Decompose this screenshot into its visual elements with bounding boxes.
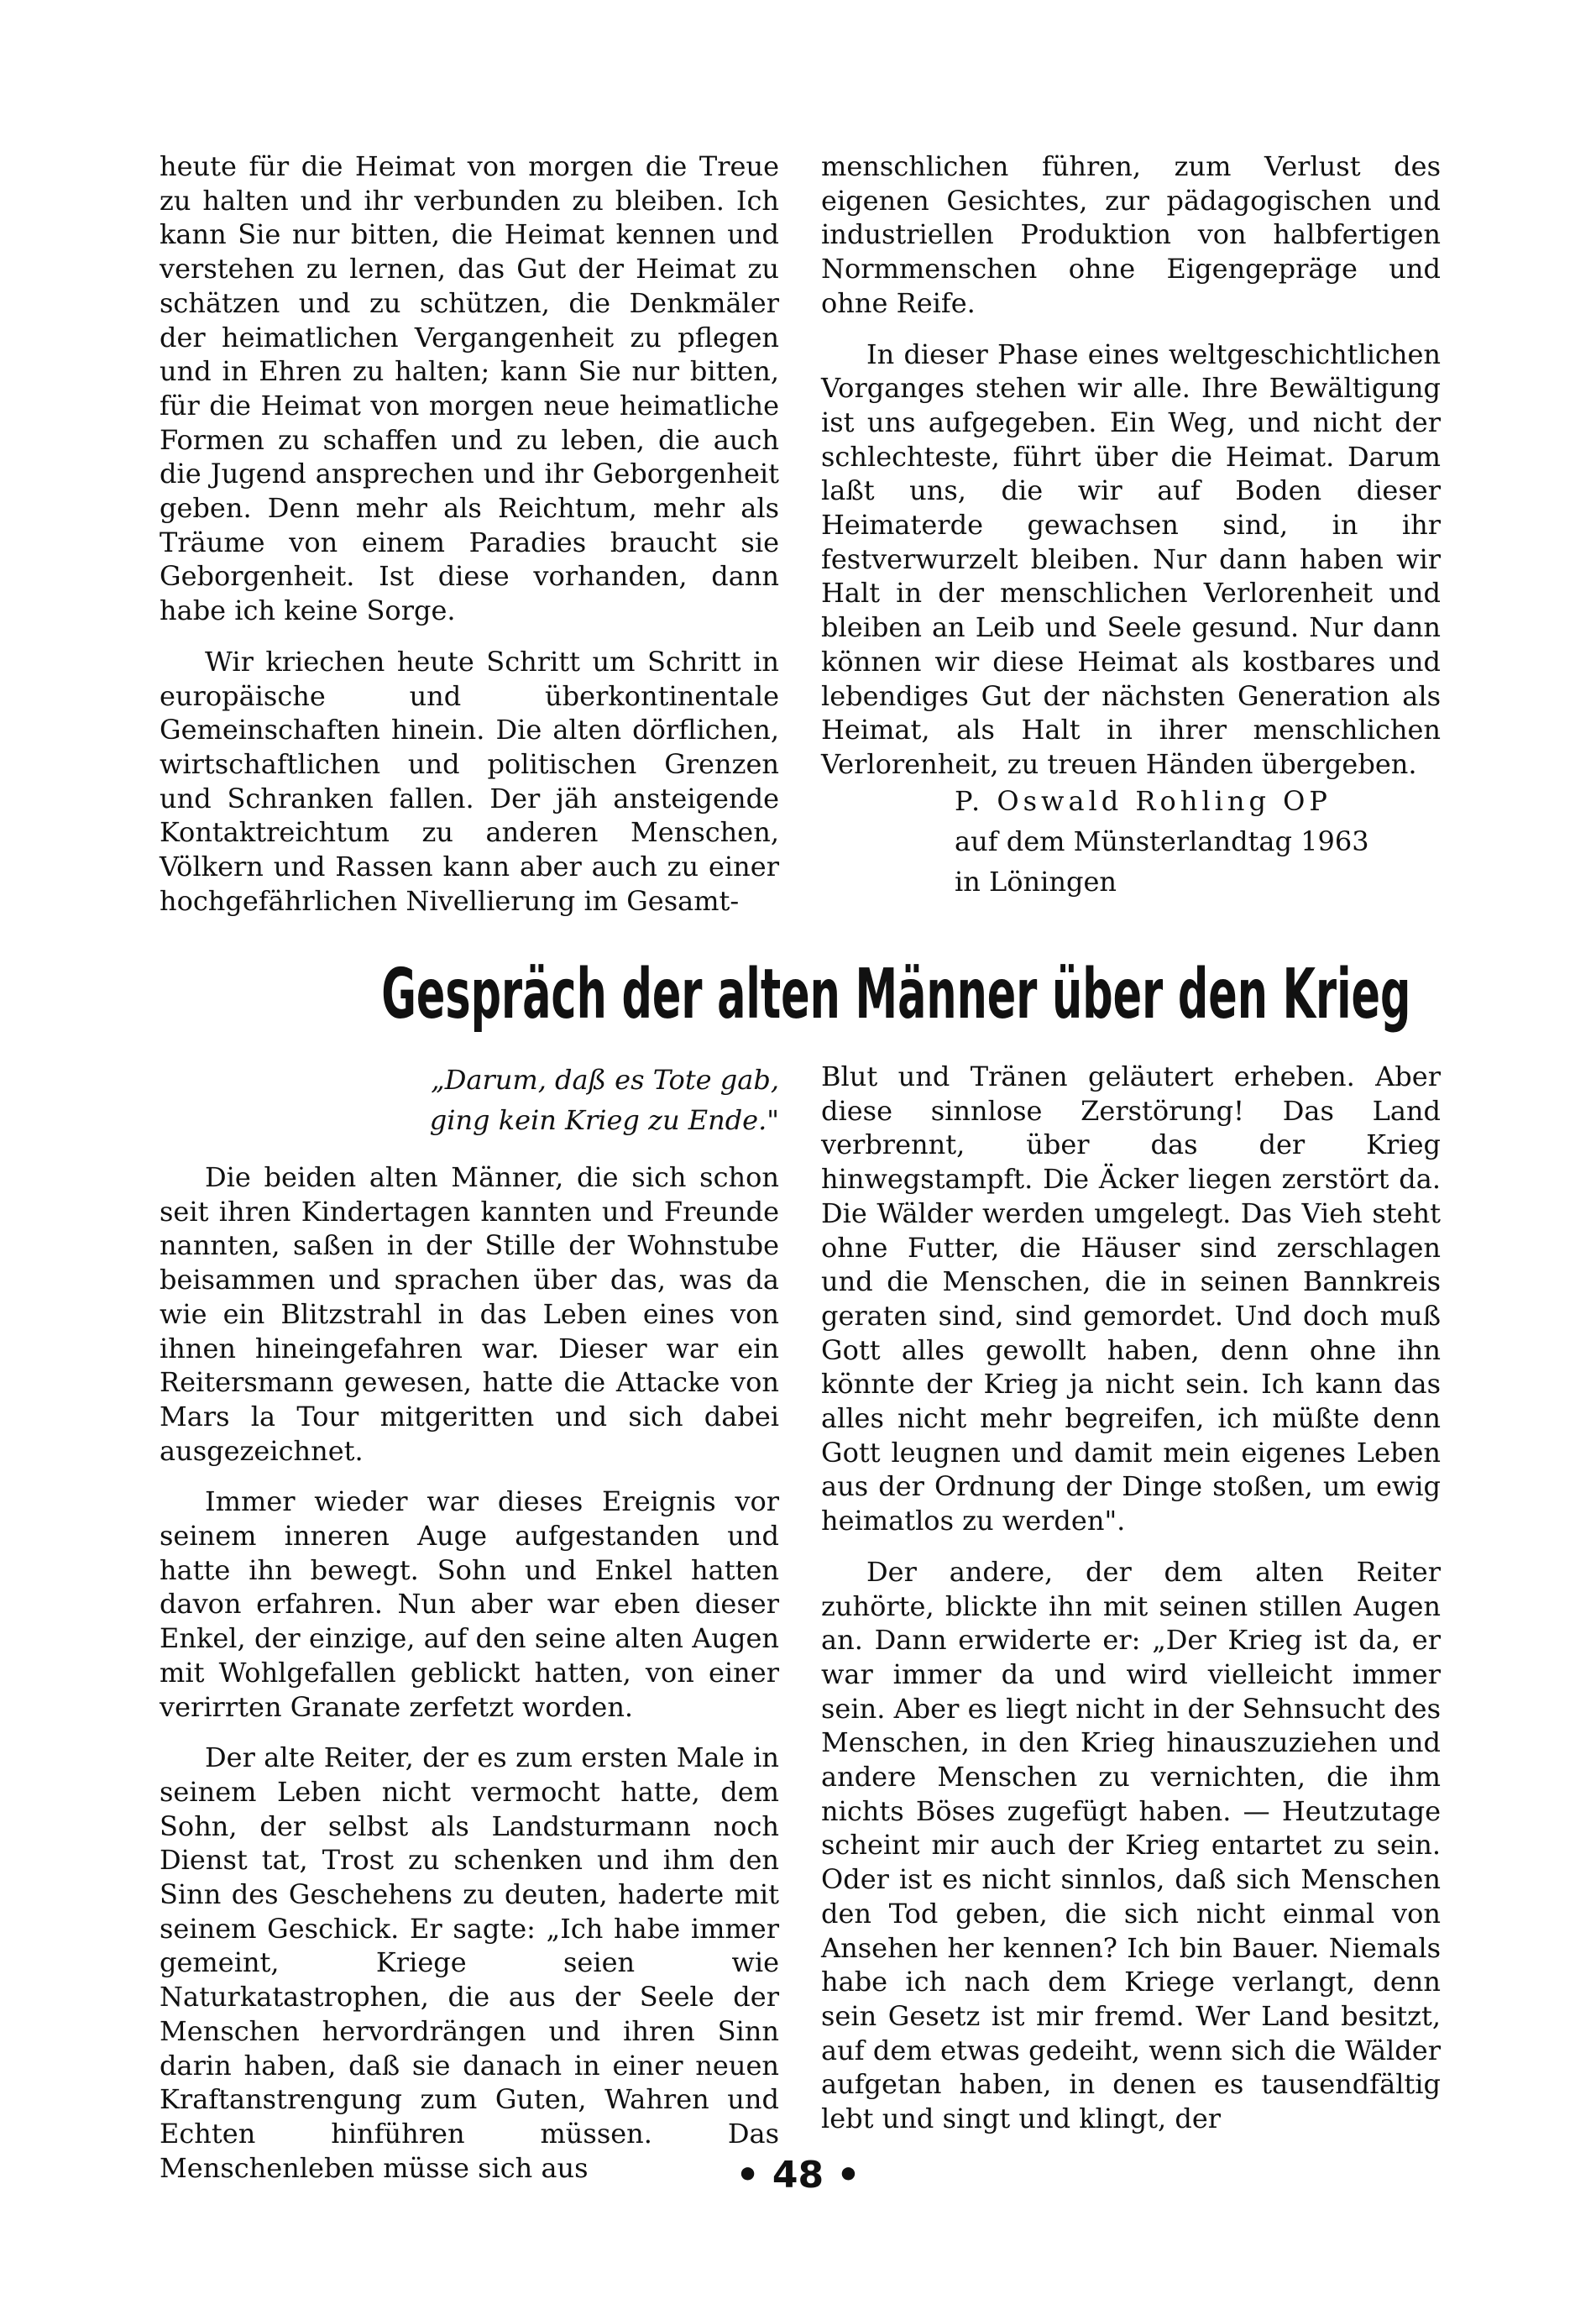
- signature-line: in Löningen: [955, 866, 1117, 898]
- paragraph: heute für die Heimat von morgen die Treue zu halten und ihr verbunden zu bleiben. Ich kann Sie nur bitten, die Heimat kennen und verstehen zu lernen, das Gut der Heimat zu schätzen und zu schützen, die Denkmäler der heimatlichen Vergangenheit zu pflegen und in Ehren zu halten; kann Sie nur bitten, für die Heimat von morgen neue heimatliche Formen zu schaffen und zu leben, die auch die Jugend ansprechen und ihr Geborgenheit geben. Denn mehr als Reichtum, mehr als Träume von einem Paradies braucht sie Geborgenheit. Ist diese vorhanden, dann habe ich keine Sorge.: [160, 150, 779, 627]
- paragraph: Immer wieder war dieses Ereignis vor seinem inneren Auge aufgestanden und hatte ihn bewegt. Sohn und Enkel hatten davon erfahren. Nun aber war eben dieser Enkel, der einzige, auf den seine alten Augen mit Wohlgefallen geblickt hatten, von einer verirrten Granate zerfetzt worden.: [160, 1485, 779, 1723]
- paragraph: Der andere, der dem alten Reiter zuhörte, blickte ihn mit seinen stillen Augen an. Dann erwiderte er: „Der Krieg ist da, er war immer da und wird vielleicht immer sein. Aber es liegt nicht in der Sehnsucht des Menschen, in den Krieg hinauszuziehen und andere Menschen zu vernichten, die ihm nichts Böses zugefügt haben. — Heutzutage scheint mir auch der Krieg entartet zu sein. Oder ist es nicht sinnlos, daß sich Menschen den Tod geben, die sich nicht einmal von Ansehen her kennen? Ich bin Bauer. Niemals habe ich nach dem Kriege verlangt, denn sein Gesetz ist mir fremd. Wer Land besitzt, auf dem etwas gedeiht, wenn sich die Wälder aufgetan haben, in denen es tausendfältig lebt und singt und klingt, der: [821, 1555, 1441, 2135]
- paragraph: In dieser Phase eines weltgeschichtlichen Vorganges stehen wir alle. Ihre Bewältigung ist uns aufgegeben. Ein Weg, und nicht der schlechteste, führt über die Heimat. Darum laßt uns, die wir auf Boden dieser Heimaterde gewachsen sind, in ihr festverwurzelt bleiben. Nur dann haben wir Halt in der menschlichen Verlorenheit und bleiben an Leib und Seele gesund. Nur dann können wir diese Heimat als kostbares und lebendiges Gut der nächsten Generation als Heimat, als Halt in ihrer menschlichen Verlorenheit, zu treuen Händen übergeben.: [821, 338, 1441, 780]
- signature-line: auf dem Münsterlandtag 1963: [955, 825, 1369, 857]
- column-top-right: [821, 149, 1441, 782]
- page-number: • 48 •: [735, 2154, 861, 2197]
- column-bottom-left: [160, 1160, 779, 2185]
- paragraph: Die beiden alten Männer, die sich schon seit ihren Kindertagen kannten und Freunde nannten, saßen in der Stille der Wohnstube beisammen und sprachen über das, was da wie ein Blitzstrahl in das Leben eines von ihnen hineingefahren war. Dieser war ein Reitersmann gewesen, hatte die Attacke von Mars la Tour mitgeritten und sich dabei ausgezeichnet.: [160, 1161, 779, 1467]
- column-top-left: [160, 149, 779, 918]
- article-motto: [160, 1060, 779, 1140]
- signature-block: [955, 781, 1369, 902]
- author-name: P. Oswald Rohling OP: [955, 785, 1332, 817]
- paragraph: Blut und Tränen geläutert erheben. Aber diese sinnlose Zerstörung! Das Land verbrennt, über das der Krieg hinwegstampft. Die Äcker liegen zerstört da. Die Wälder werden umgelegt. Das Vieh steht ohne Futter, die Häuser sind zerschlagen und die Menschen, die in seinen Bannkreis geraten sind, sind gemordet. Und doch muß Gott alles gewollt haben, denn ohne ihn könnte der Krieg ja nicht sein. Ich kann das alles nicht mehr begreifen, ich müßte denn Gott leugnen und damit mein eigenes Leben aus der Ordnung der Dinge stoßen, um ewig heimatlos zu werden".: [821, 1060, 1441, 1537]
- column-bottom-right: [821, 1060, 1441, 2136]
- motto-line: ging kein Krieg zu Ende.": [429, 1104, 779, 1136]
- paragraph: Der alte Reiter, der es zum ersten Male in seinem Leben nicht vermocht hatte, dem Sohn, der selbst als Landsturmann noch Dienst tat, Trost zu schenken und ihm den Sinn des Geschehens zu deuten, haderte mit seinem Geschick. Er sagte: „Ich habe immer gemeint, Kriege seien wie Naturkatastrophen, die aus der Seele der Menschen hervordrängen und ihren Sinn darin haben, daß sie danach in einer neuen Kraftanstrengung zum Guten, Wahren und Echten hinführen müssen. Das Menschenleben müsse sich aus: [160, 1741, 779, 2184]
- paragraph: Wir kriechen heute Schritt um Schritt in europäische und überkontinentale Gemeinschaften hinein. Die alten dörflichen, wirtschaftlichen und politischen Grenzen und Schranken fallen. Der jäh ansteigende Kontaktreichtum zu anderen Menschen, Völkern und Rassen kann aber auch zu einer hochgefährlichen Nivellierung im Gesamt-: [160, 645, 779, 917]
- paragraph: menschlichen führen, zum Verlust des eigenen Gesichtes, zur pädagogischen und industriellen Produktion von halbfertigen Normmenschen ohne Eigengepräge und ohne Reife.: [821, 150, 1441, 319]
- motto-line: „Darum, daß es Tote gab,: [431, 1064, 779, 1096]
- article-headline: Gespräch der alten Männer über den Krieg: [381, 955, 1411, 1034]
